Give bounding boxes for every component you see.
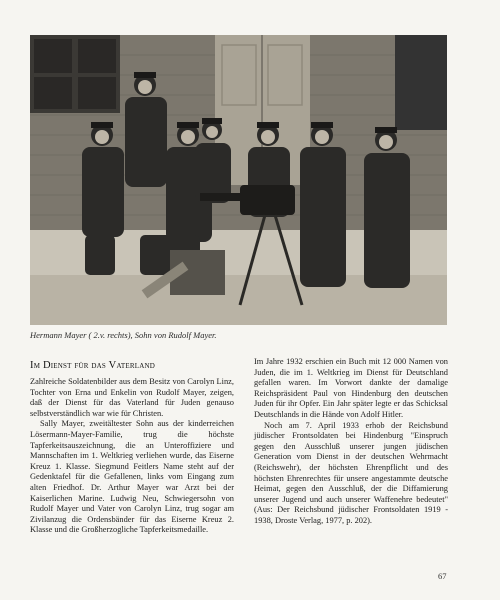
photo-caption: Hermann Mayer ( 2.v. rechts), Sohn von Rudolf Mayer.	[30, 330, 217, 340]
page-number: 67	[438, 571, 447, 581]
left-column	[30, 377, 234, 536]
right-column	[254, 357, 448, 527]
historical-photo	[30, 35, 447, 325]
soldiers-group-photo	[30, 35, 447, 325]
paragraph: Noch am 7. April 1933 erhob der Reichsbund jüdischer Frontsoldaten bei Hindenburg "Einspruch gegen den Ausschluß unserer jungen jüdischen Generation vom Dienst in der deutschen Wehrmacht (Reichswehr), der höchsten Ehrenpflicht und des höchsten Ehrenrechtes für unsere angestammte deutsche Heimat, gegen den Ausschluß, der die Diffamierung unserer Jugend und auch unserer Waffenehre bedeutet" (Aus: Der Reichsbund jüdischer Frontsoldaten 1919 - 1938, Droste Verlag, 1977, p. 202).	[254, 420, 448, 525]
paragraph: Zahlreiche Soldatenbilder aus dem Besitz von Carolyn Linz, Tochter von Erna und Enkelin von Rudolf Mayer, zeigen, daß der Dienst für das Vaterland für Juden genauso selbstverständlich war wie für Christen.	[30, 377, 234, 418]
section-heading: Im Dienst für das Vaterland	[30, 360, 155, 371]
paragraph: Sally Mayer, zweitältester Sohn aus der kinderreichen Lösermann-Mayer-Familie, trug die höchste Tapferkeitsauszeichnung, die an Unteroffiziere und Mannschaften im 1. Weltkrieg verliehen wurde, das Eiserne Kreuz 1. Klasse. Siegmund Feitlers Name steht auf der Gedenktafel für die Gefallenen, links vom Eingang zum alten Friedhof. Dr. Arthur Mayer war Arzt bei der Kaiserlichen Marine. Ludwig Neu, Schwiegersohn von Rudolf Mayer und Vater von Carolyn Linz, trug sogar am Zivilanzug die Ordensbänder für das Eiserne Kreuz 2. Klasse und die Großherzogliche Tapferkeitsmedaille.	[30, 419, 234, 535]
paragraph: Im Jahre 1932 erschien ein Buch mit 12 000 Namen von Juden, die im 1. Weltkrieg im Dienst für Deutschland gefallen waren. Im Vorwort dankte der damalige Reichspräsident Paul von Hindenburg den deutschen Juden für ihr Opfer. Ein Jahr später legte er das Schicksal Deutschlands in die Hände von Adolf Hitler.	[254, 357, 448, 419]
